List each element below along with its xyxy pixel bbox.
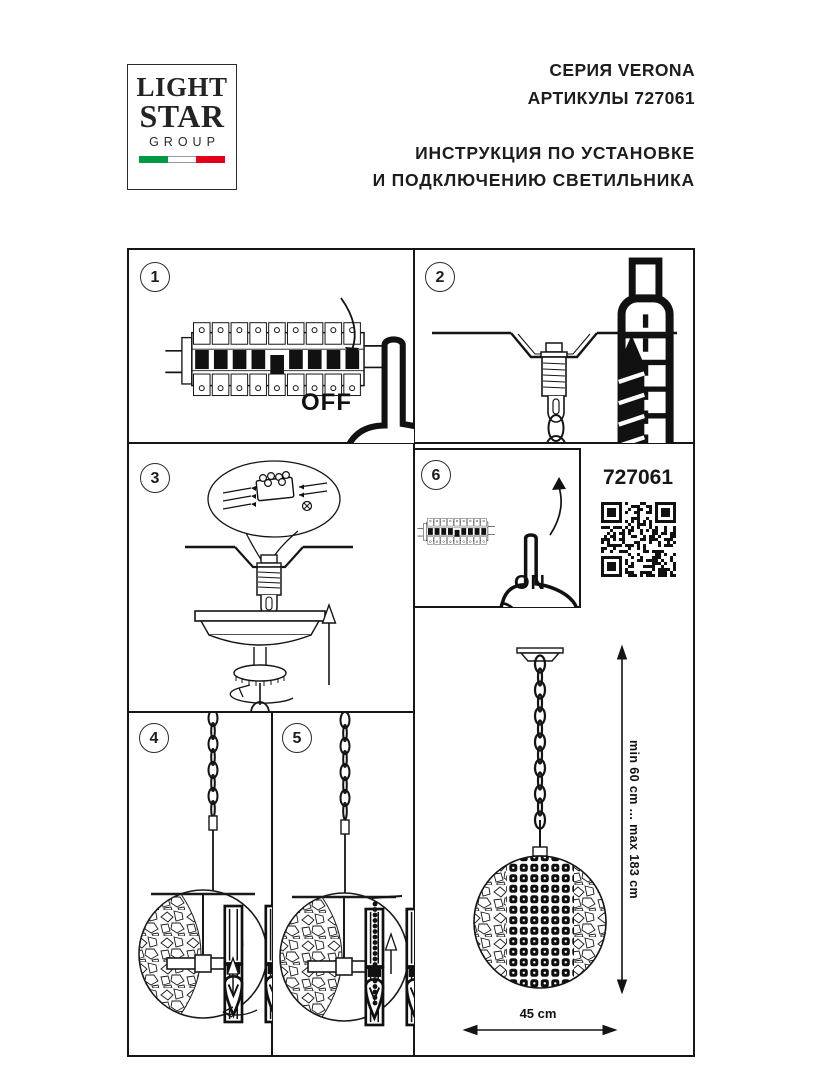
step5-crystal-strand-diagram — [272, 712, 414, 1057]
step1-breaker-off-diagram — [127, 248, 414, 443]
step4-shade-assembly-diagram — [127, 712, 272, 1057]
threaded-nipple-icon — [257, 555, 281, 616]
pointing-hand-icon — [494, 535, 577, 607]
step3-wiring-canopy-diagram — [127, 443, 414, 712]
circuit-breaker-icon — [165, 323, 384, 396]
step-number-4: 4 — [139, 723, 169, 753]
height-range-label: min 60 cm ... max 183 cm — [627, 740, 641, 899]
step-number-1: 1 — [140, 262, 170, 292]
crystal-sphere-icon — [473, 855, 607, 991]
logo-word-light: LIGHT — [136, 72, 228, 102]
up-arrow-icon — [323, 605, 336, 685]
instruction-line-1: ИНСТРУКЦИЯ ПО УСТАНОВКЕ — [415, 143, 695, 163]
step-number-5: 5 — [282, 723, 312, 753]
logo-word-group: GROUP — [149, 135, 220, 149]
threaded-nipple-icon — [541, 343, 567, 422]
step2-bracket-mounting-diagram — [414, 248, 695, 443]
on-label: ON — [514, 572, 546, 594]
qr-code-icon — [601, 502, 676, 577]
width-label: 45 cm — [519, 1006, 557, 1021]
series-title: СЕРИЯ VERONA — [549, 60, 695, 80]
circuit-breaker-icon — [417, 518, 495, 544]
crystal-sphere-icon — [280, 893, 414, 1025]
ceiling-canopy-icon — [195, 611, 325, 669]
chain-icon — [209, 712, 218, 817]
articles-title: АРТИКУЛЫ 727061 — [527, 88, 695, 108]
instruction-line-2: И ПОДКЛЮЧЕНИЮ СВЕТИЛЬНИКА — [372, 170, 695, 190]
step-number-6: 6 — [421, 460, 451, 490]
knurled-nut-icon — [234, 665, 286, 705]
off-label: OFF — [301, 389, 352, 416]
logo-word-star: STAR — [139, 98, 225, 134]
article-code: 727061 — [602, 466, 674, 489]
crystal-sphere-icon — [139, 890, 272, 1022]
step-number-3: 3 — [140, 463, 170, 493]
step-number-2: 2 — [425, 262, 455, 292]
chain-icon — [535, 656, 545, 829]
curved-arrow-icon — [550, 487, 561, 535]
chain-icon — [341, 712, 350, 819]
